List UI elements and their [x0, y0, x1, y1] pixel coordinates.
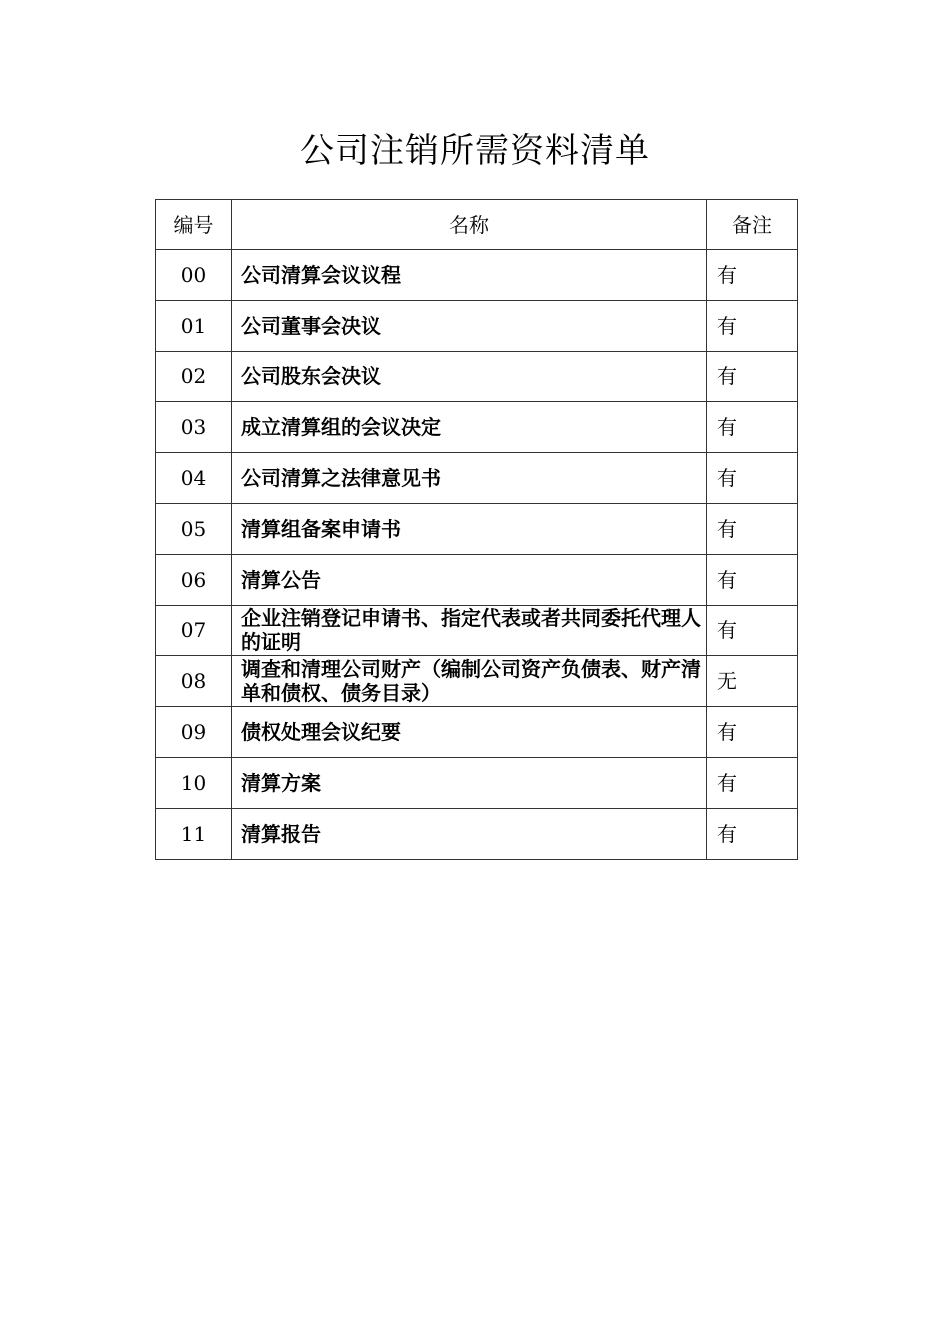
row-name: 清算方案	[232, 757, 707, 808]
row-number: 08	[156, 656, 232, 707]
row-number: 02	[156, 351, 232, 402]
table-row	[156, 605, 798, 656]
header-name: 名称	[232, 200, 707, 250]
table-row	[156, 503, 798, 554]
row-number: 06	[156, 554, 232, 605]
table-header-row	[156, 200, 798, 250]
row-note: 有	[707, 707, 798, 758]
row-note: 无	[707, 656, 798, 707]
row-number: 10	[156, 757, 232, 808]
row-note: 有	[707, 453, 798, 504]
table-row	[156, 554, 798, 605]
table-row	[156, 707, 798, 758]
row-name: 成立清算组的会议决定	[232, 402, 707, 453]
table-row	[156, 808, 798, 859]
row-note: 有	[707, 250, 798, 301]
row-number: 09	[156, 707, 232, 758]
row-note: 有	[707, 503, 798, 554]
table-row	[156, 656, 798, 707]
row-number: 07	[156, 605, 232, 656]
row-name: 调查和清理公司财产（编制公司资产负债表、财产清单和债权、债务目录）	[232, 656, 707, 707]
row-name: 债权处理会议纪要	[232, 707, 707, 758]
row-number: 03	[156, 402, 232, 453]
row-note: 有	[707, 605, 798, 656]
documents-table	[155, 199, 798, 860]
row-name: 公司董事会决议	[232, 300, 707, 351]
row-number: 05	[156, 503, 232, 554]
row-note: 有	[707, 554, 798, 605]
row-name: 清算报告	[232, 808, 707, 859]
header-number: 编号	[156, 200, 232, 250]
table-row	[156, 250, 798, 301]
row-name: 清算组备案申请书	[232, 503, 707, 554]
row-note: 有	[707, 351, 798, 402]
table-row	[156, 351, 798, 402]
row-name: 公司清算会议议程	[232, 250, 707, 301]
row-name: 企业注销登记申请书、指定代表或者共同委托代理人的证明	[232, 605, 707, 656]
row-name: 清算公告	[232, 554, 707, 605]
table-row	[156, 757, 798, 808]
page-title: 公司注销所需资料清单	[300, 131, 650, 171]
row-note: 有	[707, 757, 798, 808]
row-note: 有	[707, 808, 798, 859]
row-number: 11	[156, 808, 232, 859]
row-number: 04	[156, 453, 232, 504]
row-number: 00	[156, 250, 232, 301]
row-note: 有	[707, 300, 798, 351]
row-name: 公司清算之法律意见书	[232, 453, 707, 504]
table-row	[156, 402, 798, 453]
table-row	[156, 453, 798, 504]
row-note: 有	[707, 402, 798, 453]
row-number: 01	[156, 300, 232, 351]
row-name: 公司股东会决议	[232, 351, 707, 402]
header-note: 备注	[707, 200, 798, 250]
table-row	[156, 300, 798, 351]
